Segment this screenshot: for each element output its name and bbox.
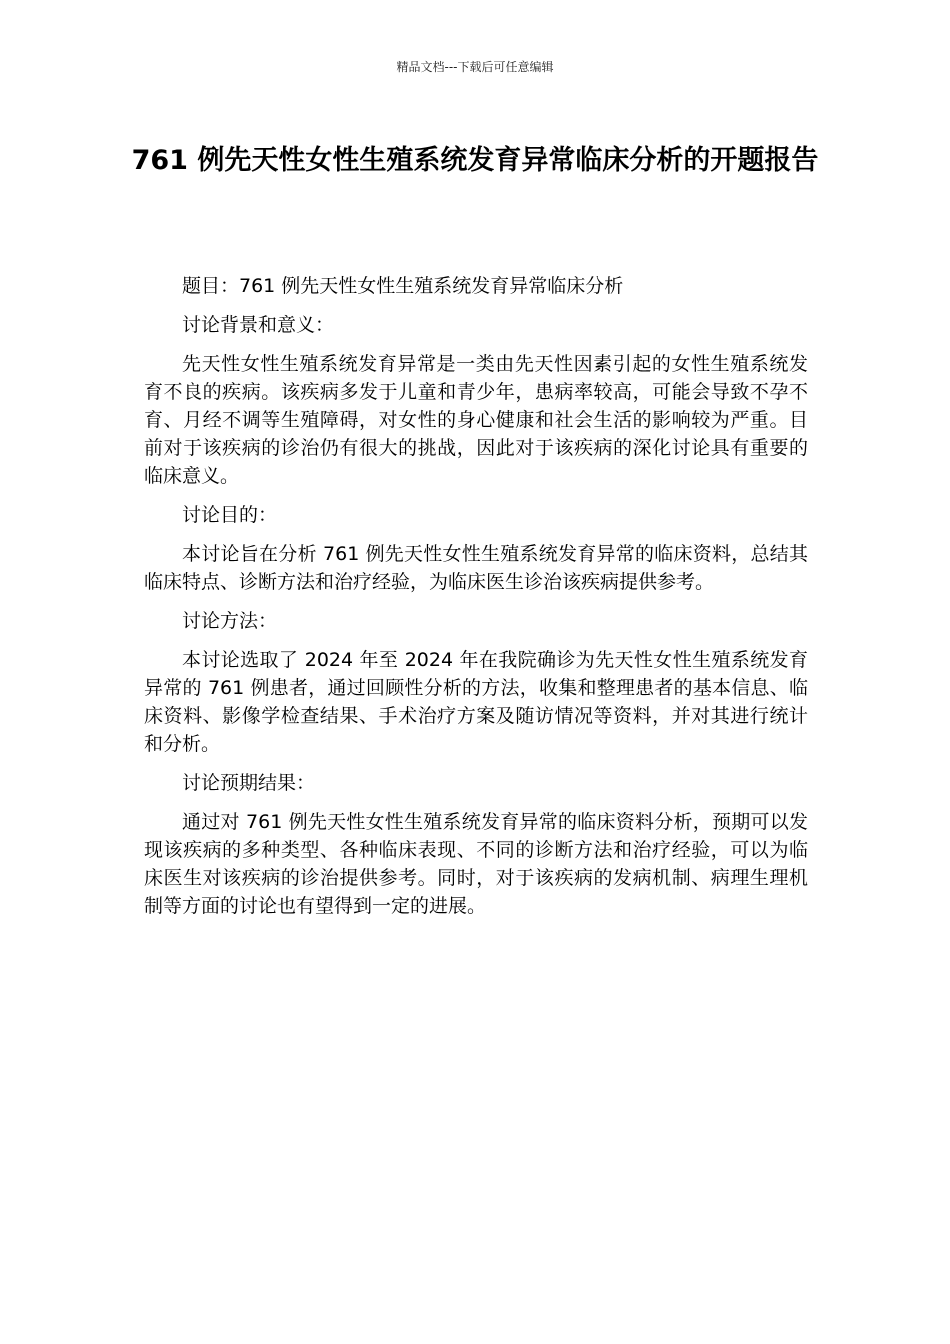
paragraph-method: 本讨论选取了 2024 年至 2024 年在我院确诊为先天性女性生殖系统发育异常的 761 例患者，通过回顾性分析的方法，收集和整理患者的基本信息、临床资料、影像学检查结果、手术治疗方案及随访情况等资料，并对其进行统计和分析。 (144, 649, 808, 755)
topic-line: 题目：761 例先天性女性生殖系统发育异常临床分析 (182, 275, 624, 297)
paragraph-expected-results: 通过对 761 例先天性女性生殖系统发育异常的临床资料分析，预期可以发现该疾病的多种类型、各种临床表现、不同的诊断方法和治疗经验，可以为临床医生对该疾病的诊治提供参考。同时，对于该疾病的发病机制、病理生理机制等方面的讨论也有望得到一定的进展。 (144, 811, 808, 917)
paragraph-background: 先天性女性生殖系统发育异常是一类由先天性因素引起的女性生殖系统发育不良的疾病。该疾病多发于儿童和青少年，患病率较高，可能会导致不孕不育、月经不调等生殖障碍，对女性的身心健康和社会生活的影响较为严重。目前对于该疾病的诊治仍有很大的挑战，因此对于该疾病的深化讨论具有重要的临床意义。 (144, 353, 808, 487)
document-title: 761 例先天性女性生殖系统发育异常临床分析的开题报告 (131, 145, 819, 176)
section-heading-method: 讨论方法： (182, 610, 278, 632)
section-heading-expected-results: 讨论预期结果： (182, 772, 316, 794)
paragraph-purpose: 本讨论旨在分析 761 例先天性女性生殖系统发育异常的临床资料，总结其临床特点、诊断方法和治疗经验，为临床医生诊治该疾病提供参考。 (144, 543, 808, 593)
page-header: 精品文档---下载后可任意编辑 (396, 60, 554, 74)
document-body (144, 272, 808, 931)
section-heading-purpose: 讨论目的： (182, 504, 278, 526)
section-heading-background: 讨论背景和意义： (182, 314, 335, 336)
